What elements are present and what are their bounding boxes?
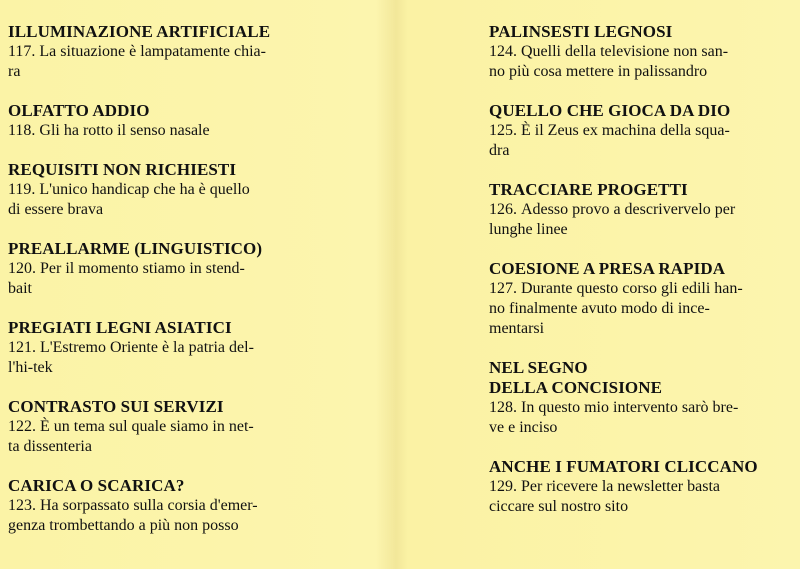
entry-number: 125.	[489, 122, 517, 139]
entry-number: 124.	[489, 43, 517, 60]
entry-text-line: 123. Ha sorpassato sulla corsia d'emer-	[8, 497, 258, 514]
entry-125	[489, 101, 789, 161]
entry-title: PREGIATI LEGNI ASIATICI	[8, 318, 232, 337]
entry-text-line: 125. È il Zeus ex machina della squa-	[489, 122, 730, 139]
entry-number: 123.	[8, 497, 36, 514]
entry-title: COESIONE A PRESA RAPIDA	[489, 259, 726, 278]
entry-text-line: bait	[8, 280, 32, 297]
entry-number: 128.	[489, 399, 517, 416]
entry-text-line: ve e inciso	[489, 419, 558, 436]
entry-number: 126.	[489, 201, 517, 218]
entry-number: 120.	[8, 260, 36, 277]
entry-text-line: l'hi-tek	[8, 359, 53, 376]
entry-text-line: 121. L'Estremo Oriente è la patria del-	[8, 339, 254, 356]
entry-number: 118.	[8, 122, 36, 139]
entry-text-line: genza trombettando a più non posso	[8, 517, 239, 534]
entry-124	[489, 22, 789, 82]
entry-title: QUELLO CHE GIOCA DA DIO	[489, 101, 731, 120]
entry-text-line: ciccare sul nostro sito	[489, 498, 629, 515]
entry-text-line: 129. Per ricevere la newsletter basta	[489, 478, 721, 495]
entry-text-line: 120. Per il momento stiamo in stend-	[8, 260, 245, 277]
entry-number: 121.	[8, 339, 36, 356]
entry-text-line: mentarsi	[489, 320, 545, 337]
entry-129	[489, 457, 789, 517]
entry-121	[8, 318, 308, 378]
entry-120	[8, 239, 308, 299]
entry-text-line: 124. Quelli della televisione non san-	[489, 43, 729, 60]
entry-122	[8, 397, 308, 457]
entry-number: 117.	[8, 43, 36, 60]
entry-title: PALINSESTI LEGNOSI	[489, 22, 673, 41]
entry-text-line: 128. In questo mio intervento sarò bre-	[489, 399, 739, 416]
entry-title: NEL SEGNO	[489, 358, 588, 377]
entry-117	[8, 22, 308, 82]
entry-text-line: 118. Gli ha rotto il senso nasale	[8, 122, 210, 139]
entry-title-line-2: DELLA CONCISIONE	[489, 378, 663, 397]
entry-title: ILLUMINAZIONE ARTIFICIALE	[8, 22, 271, 41]
entry-text-line: 117. La situazione è lampatamente chia-	[8, 43, 266, 60]
entry-text-line: 127. Durante questo corso gli edili han-	[489, 280, 743, 297]
entry-number: 129.	[489, 478, 517, 495]
entry-text-line: 126. Adesso provo a descrivervelo per	[489, 201, 736, 218]
entry-text-line: dra	[489, 142, 510, 159]
entry-text-line: ta dissenteria	[8, 438, 92, 455]
entry-text-line: lunghe linee	[489, 221, 568, 238]
entry-number: 122.	[8, 418, 36, 435]
entry-127	[489, 259, 789, 339]
entry-number: 127.	[489, 280, 517, 297]
entry-118	[8, 101, 308, 141]
entry-123	[8, 476, 308, 536]
entry-text-line: 122. È un tema sul quale siamo in net-	[8, 418, 254, 435]
entry-126	[489, 180, 789, 240]
entry-title: OLFATTO ADDIO	[8, 101, 150, 120]
entry-number: 119.	[8, 181, 36, 198]
left-page	[8, 22, 308, 555]
entry-title: TRACCIARE PROGETTI	[489, 180, 688, 199]
entry-title: CONTRASTO SUI SERVIZI	[8, 397, 224, 416]
entry-text-line: ra	[8, 63, 21, 80]
entry-title: CARICA O SCARICA?	[8, 476, 185, 495]
entry-text-line: no finalmente avuto modo di ince-	[489, 300, 710, 317]
entry-text-line: di essere brava	[8, 201, 104, 218]
entry-text-line: no più cosa mettere in palissandro	[489, 63, 708, 80]
entry-title: ANCHE I FUMATORI CLICCANO	[489, 457, 758, 476]
entry-title: PREALLARME (LINGUISTICO)	[8, 239, 263, 258]
entry-title: REQUISITI NON RICHIESTI	[8, 160, 237, 179]
entry-text-line: 119. L'unico handicap che ha è quello	[8, 181, 250, 198]
right-page	[489, 22, 789, 536]
entry-119	[8, 160, 308, 220]
entry-128	[489, 358, 789, 438]
